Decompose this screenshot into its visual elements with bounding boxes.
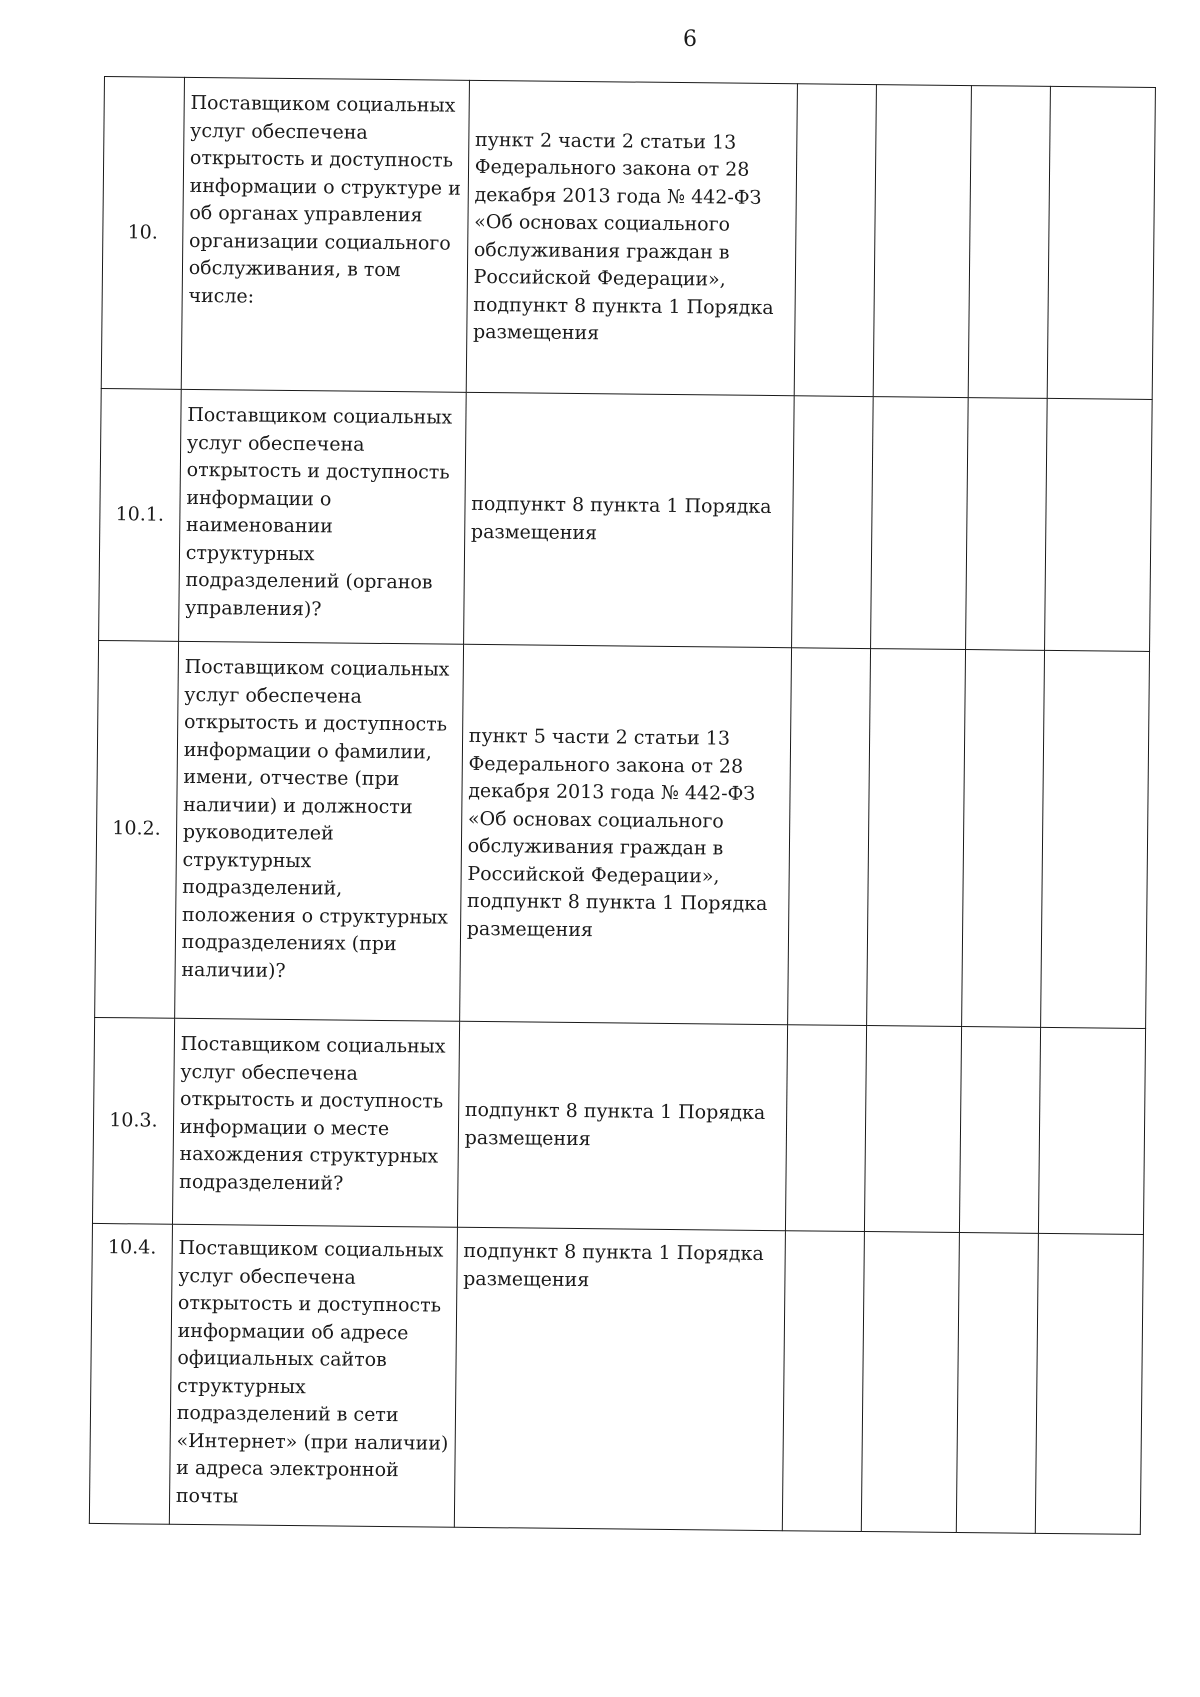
requirement-text: Поставщиком социальных услуг обеспечена открытость и доступность информации о фамилии, имени, отчестве (при наличии) и должности руководителей структурных подразделений, положения о структурных подразделениях (при наличии)? (174, 641, 463, 1021)
answer-yes-cell (785, 1025, 866, 1232)
not-applicable-cell (962, 650, 1045, 1028)
row-number: 10.2. (95, 640, 179, 1018)
row-number: 10.4. (89, 1223, 172, 1524)
checklist-table (89, 76, 1156, 1535)
row-number: 10. (101, 77, 184, 390)
legal-basis: пункт 5 части 2 статьи 13 Федерального закона от 28 декабря 2013 года № 442-ФЗ «Об основах социального обслуживания граждан в Российской Федерации», подпункт 8 пункта 1 Порядка размещения (459, 644, 791, 1024)
answer-yes-cell (794, 84, 876, 397)
legal-basis: пункт 2 части 2 статьи 13 Федерального закона от 28 декабря 2013 года № 442-ФЗ «Об основах социального обслуживания граждан в Российской Федерации», подпункт 8 пункта 1 Порядка размещения (466, 80, 797, 395)
requirement-text: Поставщиком социальных услуг обеспечена открытость и доступность информации о месте нахождения структурных подразделений? (172, 1018, 459, 1227)
answer-yes-cell (787, 648, 870, 1026)
answer-no-cell (866, 649, 965, 1027)
answer-no-cell (861, 1232, 959, 1533)
notes-cell (1044, 398, 1152, 651)
answer-yes-cell (782, 1231, 864, 1532)
notes-cell (1038, 1027, 1146, 1234)
notes-cell (1035, 1233, 1143, 1534)
table-row (99, 388, 1153, 651)
notes-cell (1040, 650, 1149, 1028)
legal-basis: подпункт 8 пункта 1 Порядка размещения (457, 1021, 787, 1230)
answer-no-cell (864, 1026, 961, 1233)
answer-yes-cell (791, 396, 872, 649)
table-row (92, 1017, 1145, 1234)
table-row (89, 1223, 1143, 1534)
legal-basis: подпункт 8 пункта 1 Порядка размещения (463, 392, 794, 647)
requirement-text: Поставщиком социальных услуг обеспечена открытость и доступность информации о структуре и об органах управления организации социального обслуживания, в том числе: (181, 77, 469, 392)
row-number: 10.1. (99, 388, 181, 641)
notes-cell (1047, 86, 1156, 399)
not-applicable-cell (959, 1027, 1040, 1234)
not-applicable-cell (956, 1233, 1038, 1534)
legal-basis: подпункт 8 пункта 1 Порядка размещения (454, 1227, 785, 1530)
answer-no-cell (870, 397, 968, 650)
not-applicable-cell (968, 86, 1050, 399)
not-applicable-cell (965, 398, 1046, 651)
requirement-text: Поставщиком социальных услуг обеспечена открытость и доступность информации об адресе официальных сайтов структурных подразделений в сети «Интернет» (при наличии) и адреса электронной почты (169, 1224, 457, 1527)
row-number: 10.3. (92, 1017, 174, 1224)
page-number: 6 (683, 27, 697, 52)
answer-no-cell (873, 85, 972, 398)
table-row (101, 77, 1155, 400)
requirement-text: Поставщиком социальных услуг обеспечена открытость и доступность информации о наименовании структурных подразделений (органов управления)? (178, 389, 466, 644)
table-row (95, 640, 1150, 1028)
